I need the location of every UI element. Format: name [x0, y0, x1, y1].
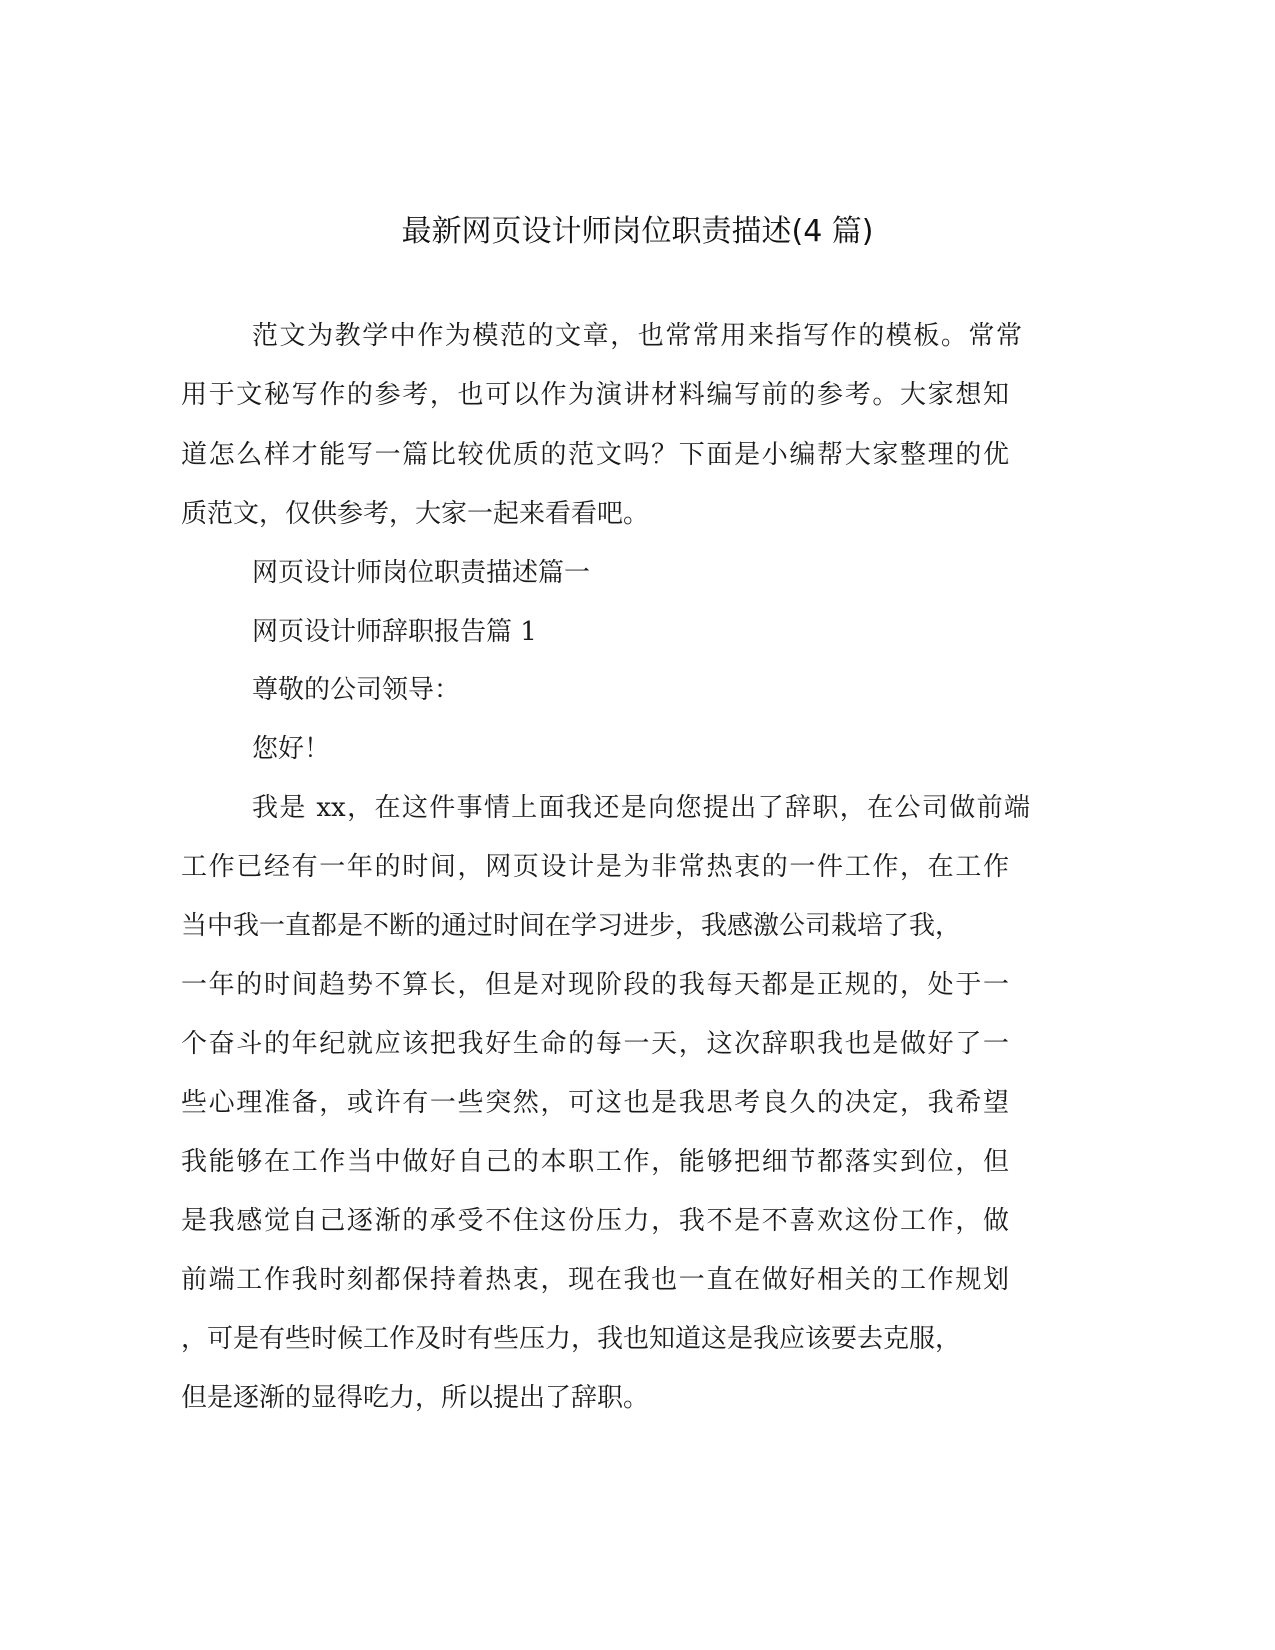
intro-line-4: 质范文，仅供参考，大家一起来看看吧。	[181, 499, 650, 529]
body-line-2: 工作已经有一年的时间，网页设计是为非常热衷的一件工作，在工作	[181, 852, 1009, 882]
section-heading: 网页设计师岗位职责描述篇一	[252, 558, 591, 588]
body-line-7: 我能够在工作当中做好自己的本职工作，能够把细节都落实到位，但	[181, 1147, 1009, 1177]
document-title: 最新网页设计师岗位职责描述(4 篇)	[401, 214, 874, 249]
intro-line-2: 用于文秘写作的参考，也可以作为演讲材料编写前的参考。大家想知	[181, 380, 1009, 410]
body-line-1: 我是 xx，在这件事情上面我还是向您提出了辞职，在公司做前端	[252, 793, 1030, 823]
body-line-10: ，可是有些时候工作及时有些压力，我也知道这是我应该要去克服，	[181, 1324, 962, 1354]
body-line-5: 个奋斗的年纪就应该把我好生命的每一天，这次辞职我也是做好了一	[181, 1029, 1009, 1059]
sub-heading: 网页设计师辞职报告篇 1	[252, 617, 537, 647]
intro-line-3: 道怎么样才能写一篇比较优质的范文吗？下面是小编帮大家整理的优	[181, 440, 1009, 470]
body-line-8: 是我感觉自己逐渐的承受不住这份压力，我不是不喜欢这份工作，做	[181, 1206, 1009, 1236]
salutation: 尊敬的公司领导：	[252, 675, 461, 705]
body-line-4: 一年的时间趋势不算长，但是对现阶段的我每天都是正规的，处于一	[181, 970, 1009, 1000]
body-line-3: 当中我一直都是不断的通过时间在学习进步，我感激公司栽培了我，	[181, 911, 962, 941]
body-line-6: 些心理准备，或许有一些突然，可这也是我思考良久的决定，我希望	[181, 1088, 1009, 1118]
body-line-9: 前端工作我时刻都保持着热衷，现在我也一直在做好相关的工作规划	[181, 1265, 1009, 1295]
intro-line-1: 范文为教学中作为模范的文章，也常常用来指写作的模板。常常	[252, 321, 1022, 351]
greeting: 您好！	[252, 734, 331, 764]
body-line-11: 但是逐渐的显得吃力，所以提出了辞职。	[181, 1383, 650, 1413]
